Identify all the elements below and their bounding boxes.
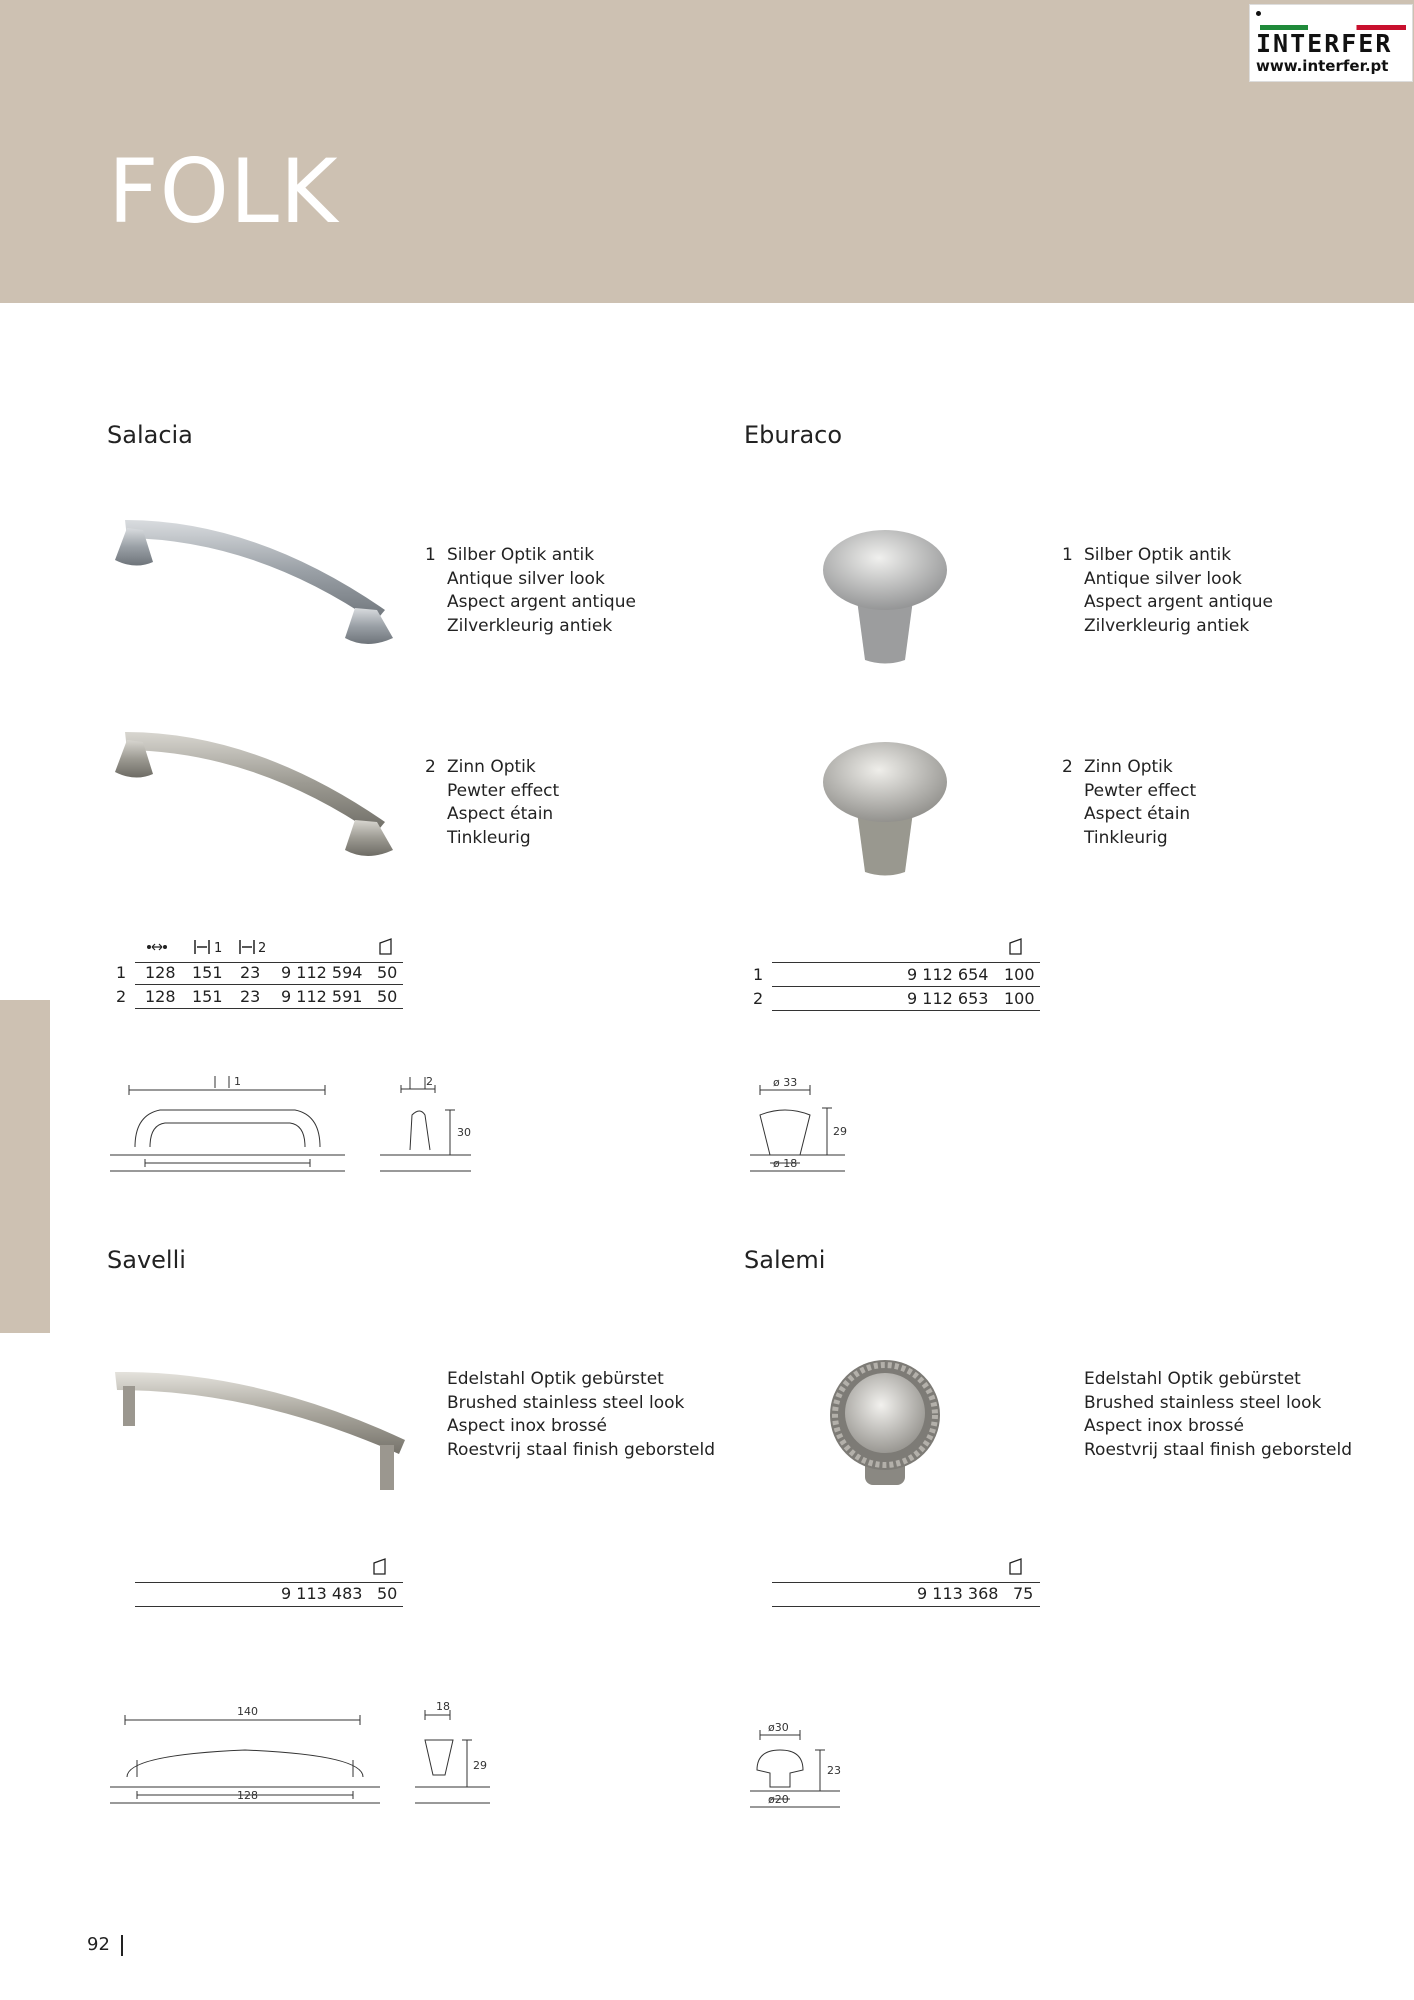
article-number: 9 112 653 (907, 989, 989, 1008)
page-number: 92 (87, 1934, 110, 1955)
finish-line: Pewter effect (447, 780, 560, 801)
logo-name: INTERFER (1256, 29, 1393, 58)
length-icon (195, 940, 209, 954)
eburaco-finish-1 (1062, 544, 1273, 638)
finish-line: Aspect étain (447, 804, 554, 824)
salacia-pewter-image (105, 712, 405, 892)
height-label: 30 (457, 1126, 471, 1139)
diameter-label: ø 33 (773, 1076, 798, 1089)
col-projection-label: 2 (258, 941, 267, 956)
pack-qty: 100 (1004, 989, 1035, 1008)
eburaco-rule-mid (772, 986, 1040, 987)
package-icon (1006, 1557, 1028, 1579)
finish-number: 2 (1062, 757, 1073, 777)
finish-number: 1 (425, 545, 436, 565)
pack-qty: 50 (377, 1584, 398, 1603)
article-number: 9 113 368 (917, 1584, 999, 1603)
eburaco-silver-image (815, 525, 955, 670)
salemi-finish (1084, 1368, 1352, 1462)
salacia-drawing (105, 1065, 475, 1180)
article-number: 9 112 654 (907, 965, 989, 984)
finish-line: Zinn Optik (1084, 757, 1173, 777)
finish-line: Edelstahl Optik gebürstet (1084, 1369, 1301, 1389)
salacia-title: Salacia (107, 421, 193, 449)
finish-number: 2 (425, 757, 436, 777)
article-number: 9 112 591 (281, 987, 363, 1006)
base-diameter-label: ø 18 (773, 1157, 798, 1170)
logo-dot-icon (1256, 11, 1261, 16)
salemi-image (815, 1355, 955, 1495)
row-index: 2 (753, 989, 764, 1008)
pack-qty: 50 (377, 963, 398, 982)
finish-line: Antique silver look (447, 568, 605, 589)
savelli-rule-bottom (135, 1606, 403, 1607)
finish-line: Edelstahl Optik gebürstet (447, 1369, 664, 1389)
savelli-title: Savelli (107, 1246, 186, 1274)
length: 151 (192, 963, 223, 982)
length-label: 140 (237, 1705, 258, 1718)
article-number: 9 113 483 (281, 1584, 363, 1603)
finish-line: Pewter effect (1084, 780, 1197, 801)
salacia-silver-image (105, 500, 405, 680)
hole-spacing-icon (147, 944, 167, 950)
finish-line: Antique silver look (1084, 568, 1242, 589)
height-label: 23 (827, 1764, 841, 1777)
salemi-drawing (745, 1715, 905, 1815)
savelli-drawing (105, 1695, 495, 1815)
finish-line: Silber Optik antik (1084, 545, 1232, 565)
height-label: 29 (473, 1759, 487, 1772)
logo-url: www.interfer.pt (1256, 57, 1389, 75)
eburaco-pewter-image (815, 737, 955, 882)
finish-line: Silber Optik antik (447, 545, 595, 565)
eburaco-drawing (745, 1070, 905, 1180)
package-icon (1006, 937, 1028, 959)
eburaco-rule-bottom (772, 1010, 1040, 1011)
eburaco-finish-2 (1062, 756, 1197, 850)
salemi-rule-bottom (772, 1606, 1040, 1607)
finish-line: Zilverkleurig antiek (447, 615, 613, 636)
hole-spacing-label: 128 (237, 1789, 258, 1802)
salacia-rule-mid (135, 984, 403, 985)
article-number: 9 112 594 (281, 963, 363, 982)
finish-line: Tinkleurig (1084, 827, 1168, 848)
finish-line: Aspect étain (1084, 804, 1191, 824)
salacia-finish-2 (425, 756, 560, 850)
finish-line: Zinn Optik (447, 757, 536, 777)
finish-line: Tinkleurig (447, 827, 531, 848)
hole-spacing: 128 (145, 987, 176, 1006)
eburaco-title: Eburaco (744, 421, 843, 449)
projection: 23 (240, 987, 261, 1006)
package-icon (380, 939, 391, 954)
savelli-image (105, 1350, 415, 1500)
projection-icon (240, 940, 254, 954)
finish-line: Roestvrij staal finish geborsteld (1084, 1439, 1352, 1460)
length: 151 (192, 987, 223, 1006)
side-tab (0, 1000, 50, 1333)
salacia-finish-1 (425, 544, 636, 638)
pack-qty: 50 (377, 987, 398, 1006)
row-index: 1 (753, 965, 764, 984)
salemi-rule-top (772, 1582, 1040, 1583)
salemi-title: Salemi (744, 1246, 826, 1274)
finish-line: Brushed stainless steel look (447, 1392, 685, 1413)
page-title: FOLK (108, 140, 339, 243)
hole-spacing: 128 (145, 963, 176, 982)
interfer-logo[interactable] (1249, 4, 1413, 82)
salacia-table-header-icons (140, 937, 410, 959)
height-label: 29 (833, 1125, 847, 1138)
length-label: 1 (234, 1075, 241, 1088)
eburaco-rule-top (772, 962, 1040, 963)
row-index: 2 (116, 987, 127, 1006)
projection: 23 (240, 963, 261, 982)
projection-label: 2 (426, 1075, 433, 1088)
finish-line: Aspect inox brossé (1084, 1416, 1244, 1436)
pack-qty: 75 (1013, 1584, 1034, 1603)
finish-line: Aspect argent antique (447, 592, 636, 612)
pack-qty: 100 (1004, 965, 1035, 984)
page-divider (121, 1935, 123, 1956)
finish-line: Brushed stainless steel look (1084, 1392, 1322, 1413)
finish-line: Roestvrij staal finish geborsteld (447, 1439, 715, 1460)
package-icon (370, 1557, 392, 1579)
finish-line: Aspect argent antique (1084, 592, 1273, 612)
diameter-label: ø30 (768, 1721, 789, 1734)
base-diameter-label: ø20 (768, 1793, 789, 1806)
finish-line: Aspect inox brossé (447, 1416, 607, 1436)
projection-label: 18 (436, 1700, 450, 1713)
finish-line: Zilverkleurig antiek (1084, 615, 1250, 636)
savelli-finish (447, 1368, 715, 1462)
row-index: 1 (116, 963, 127, 982)
salacia-rule-bottom (135, 1008, 403, 1009)
savelli-rule-top (135, 1582, 403, 1583)
col-length-label: 1 (214, 941, 223, 956)
finish-number: 1 (1062, 545, 1073, 565)
